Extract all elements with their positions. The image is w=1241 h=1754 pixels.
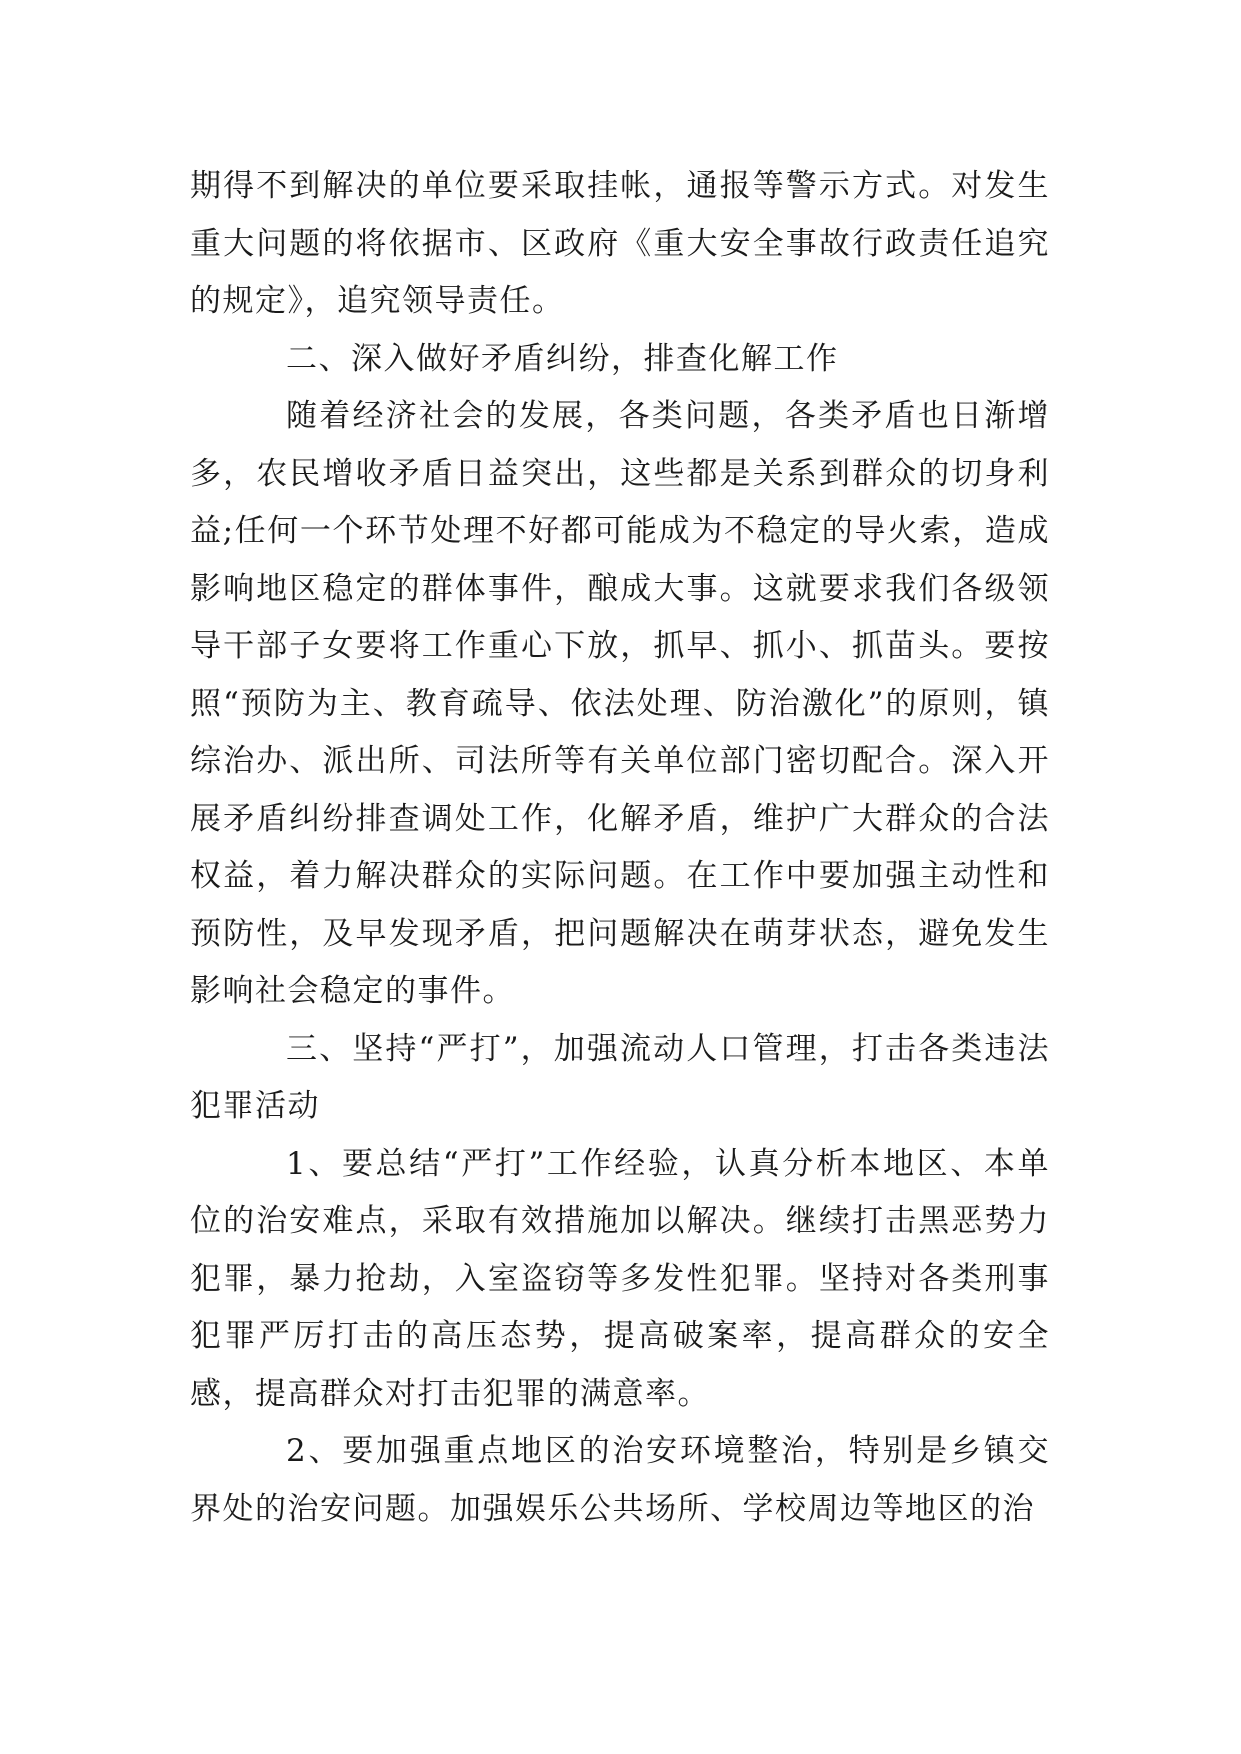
list-item-1: 1、要总结“严打”工作经验，认真分析本地区、本单位的治安难点，采取有效措施加以解决。继续打击黑恶势力犯罪，暴力抢劫，入室盗窃等多发性犯罪。坚持对各类刑事犯罪严厉打击的高压态势，提高破案率，提高群众的安全感，提高群众对打击犯罪的满意率。 — [190, 1145, 1050, 1412]
section-heading-2: 二、深入做好矛盾纠纷，排查化解工作 — [286, 340, 839, 377]
list-item-2: 2、要加强重点地区的治安环境整治，特别是乡镇交界处的治安问题。加强娱乐公共场所、学校周边等地区的治 — [190, 1433, 1050, 1527]
document-body — [190, 158, 1050, 1538]
paragraph-continuation: 期得不到解决的单位要采取挂帐，通报等警示方式。对发生重大问题的将依据市、区政府《重大安全事故行政责任追究的规定》，追究领导责任。 — [190, 168, 1050, 319]
section-heading-3: 三、坚持“严打”，加强流动人口管理，打击各类违法犯罪活动 — [190, 1030, 1050, 1124]
body-paragraph: 随着经济社会的发展，各类问题，各类矛盾也日渐增多，农民增收矛盾日益突出，这些都是关系到群众的切身利益;任何一个环节处理不好都可能成为不稳定的导火索，造成影响地区稳定的群体事件，酿成大事。这就要求我们各级领导干部子女要将工作重心下放，抓早、抓小、抓苗头。要按照“预防为主、教育疏导、依法处理、防治激化”的原则，镇综治办、派出所、司法所等有关单位部门密切配合。深入开展矛盾纠纷排查调处工作，化解矛盾，维护广大群众的合法权益，着力解决群众的实际问题。在工作中要加强主动性和预防性，及早发现矛盾，把问题解决在萌芽状态，避免发生影响社会稳定的事件。 — [190, 398, 1050, 1009]
